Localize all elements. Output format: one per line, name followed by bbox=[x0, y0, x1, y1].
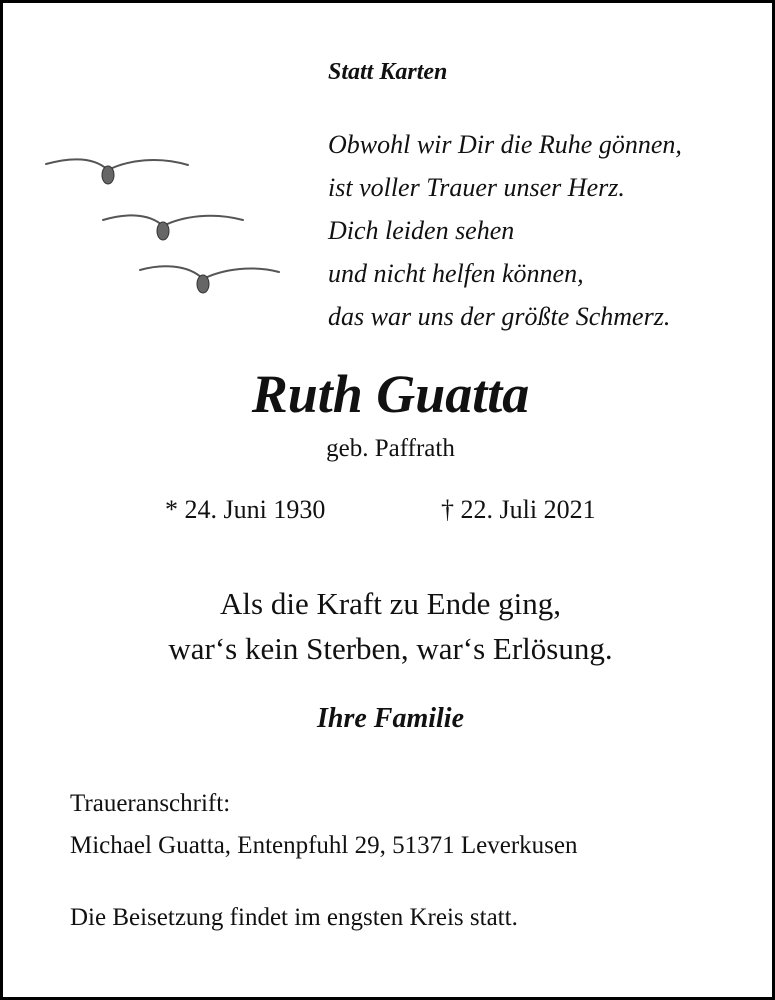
poem-line: ist voller Trauer unser Herz. bbox=[328, 173, 625, 202]
mourning-address: Michael Guatta, Entenpfuhl 29, 51371 Leverkusen bbox=[70, 832, 578, 859]
notice-header: Statt Karten bbox=[328, 59, 448, 85]
poem-line: und nicht helfen können, bbox=[328, 259, 584, 288]
verse-line: war‘s kein Sterben, war‘s Erlösung. bbox=[168, 631, 613, 666]
closing-verse bbox=[3, 581, 775, 671]
maiden-name: geb. Paffrath bbox=[326, 435, 455, 462]
birth-date: * 24. Juni 1930 bbox=[165, 495, 326, 524]
poem-line: Dich leiden sehen bbox=[328, 216, 515, 245]
deceased-name: Ruth Guatta bbox=[251, 364, 530, 424]
poem-line: Obwohl wir Dir die Ruhe gönnen, bbox=[328, 130, 682, 159]
flying-birds-icon bbox=[43, 148, 293, 298]
address-label: Traueranschrift: bbox=[70, 790, 231, 817]
death-date: † 22. Juli 2021 bbox=[441, 495, 596, 524]
poem-line: das war uns der größte Schmerz. bbox=[328, 302, 671, 331]
verse-line: Als die Kraft zu Ende ging, bbox=[220, 586, 561, 621]
family-signature: Ihre Familie bbox=[316, 703, 464, 734]
burial-note: Die Beisetzung findet im engsten Kreis statt. bbox=[70, 904, 518, 931]
poem bbox=[328, 123, 682, 338]
